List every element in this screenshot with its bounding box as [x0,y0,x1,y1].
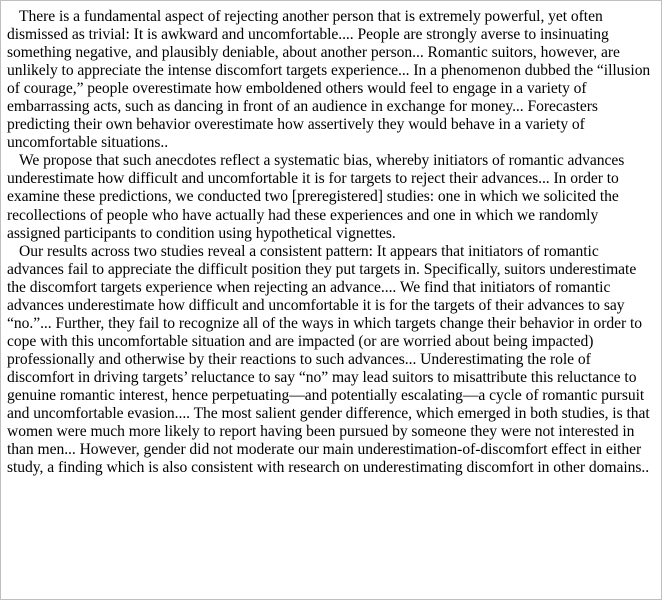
paragraph-1: There is a fundamental aspect of rejecting another person that is extremely powerful, yet often dismissed as trivial: It is awkward and uncomfortable.... People are strongly averse to insinuating something negative, and plausibly deniable, about another person... Romantic suitors, however, are unlikely to appreciate the intense discomfort targets experience... In a phenomenon dubbed the “illusion of courage,” people overestimate how emboldened others would feel to engage in a variety of embarrassing acts, such as dancing in front of an audience in exchange for money... Forecasters predicting their own behavior overestimate how assertively they would behave in a variety of uncomfortable situations.. [7,8,651,152]
paragraph-3: Our results across two studies reveal a consistent pattern: It appears that initiators of romantic advances fail to appreciate the difficult position they put targets in. Specifically, suitors underestimate the discomfort targets experience when rejecting an advance.... We find that initiators of romantic advances underestimate how difficult and uncomfortable it is for the targets of their advances to say “no.”... Further, they fail to recognize all of the ways in which targets change their behavior in order to cope with this uncomfortable situation and are impacted (or are worried about being impacted) professionally and otherwise by their reactions to such advances... Underestimating the role of discomfort in driving targets’ reluctance to say “no” may lead suitors to misattribute this reluctance to genuine romantic interest, hence perpetuating—and potentially escalating—a cycle of romantic pursuit and uncomfortable evasion.... The most salient gender difference, which emerged in both studies, is that women were much more likely to report having been pursued by someone they were not interested in than men... However, gender did not moderate our main underestimation-of-discomfort effect in either study, a finding which is also consistent with research on underestimating discomfort in other domains.. [7,242,650,477]
paragraph-2: We propose that such anecdotes reflect a systematic bias, whereby initiators of romantic advances underestimate how difficult and uncomfortable it is for targets to reject their advances... In order to examine these predictions, we conducted two [preregistered] studies: one in which we solicited the recollections of people who have actually had these experiences and one in which we randomly assigned participants to condition using hypothetical vignettes. [7,152,625,242]
